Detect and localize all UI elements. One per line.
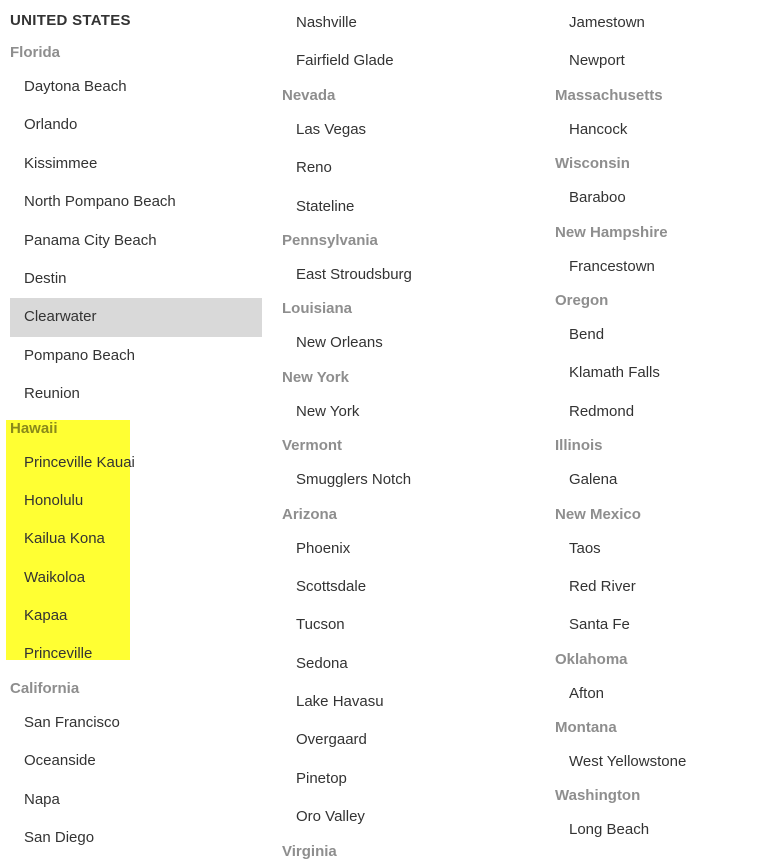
state-heading-new-hampshire: New Hampshire [555,223,668,241]
city-link-pinetop[interactable]: Pinetop [296,769,347,787]
state-group-florida [10,38,262,414]
state-group-continued [282,4,534,81]
city-link-sedona[interactable]: Sedona [296,654,348,672]
city-link-east-stroudsburg[interactable]: East Stroudsburg [296,265,412,283]
state-heading-oklahoma: Oklahoma [555,650,628,668]
column-1 [10,38,262,857]
state-group-oregon [555,286,778,431]
city-link-las-vegas[interactable]: Las Vegas [296,120,367,138]
column-3 [555,4,778,850]
state-heading-vermont: Vermont [282,437,343,455]
city-link-oro-valley[interactable]: Oro Valley [296,808,365,826]
city-link-clearwater[interactable]: Clearwater [10,298,262,336]
state-group-illinois [555,431,778,499]
state-heading-louisiana: Louisiana [282,300,353,318]
city-link-pompano-beach[interactable]: Pompano Beach [24,346,135,364]
state-heading-new-york: New York [282,368,349,386]
country-heading: UNITED STATES [10,12,131,29]
state-heading-montana: Montana [555,719,617,737]
city-link-waikoloa[interactable]: Waikoloa [24,568,86,586]
city-link-jamestown[interactable]: Jamestown [569,14,645,31]
state-heading-massachusetts: Massachusetts [555,86,663,104]
city-link-new-york[interactable]: New York [296,402,360,420]
state-group-new-mexico [555,500,778,645]
city-link-orlando[interactable]: Orlando [24,116,78,134]
city-link-afton[interactable]: Afton [569,684,605,702]
state-heading-oregon: Oregon [555,291,609,309]
state-group-montana [555,713,778,781]
state-heading-wisconsin: Wisconsin [555,155,630,173]
column-2 [282,4,534,867]
city-link-phoenix[interactable]: Phoenix [296,539,351,557]
city-link-hancock[interactable]: Hancock [569,120,628,138]
city-link-long-beach[interactable]: Long Beach [569,821,650,839]
city-link-newport[interactable]: Newport [569,52,625,70]
city-link-fairfield-glade[interactable]: Fairfield Glade [296,52,394,70]
city-link-north-pompano-beach[interactable]: North Pompano Beach [24,193,176,211]
city-link-bend[interactable]: Bend [569,325,605,343]
city-link-daytona-beach[interactable]: Daytona Beach [24,78,127,95]
state-heading-pennsylvania: Pennsylvania [282,231,378,249]
city-link-princeville[interactable]: Princeville [24,645,93,663]
city-link-galena[interactable]: Galena [569,471,618,489]
state-heading-illinois: Illinois [555,437,603,455]
city-link-san-diego[interactable]: San Diego [24,829,95,847]
city-link-taos[interactable]: Taos [569,539,601,557]
city-link-west-yellowstone[interactable]: West Yellowstone [569,753,687,771]
state-group-continued [555,4,778,81]
city-link-santa-fe[interactable]: Santa Fe [569,616,630,634]
city-link-kissimmee[interactable]: Kissimmee [24,154,98,172]
state-group-arizona [282,500,534,837]
state-group-louisiana [282,294,534,362]
state-heading-hawaii: Hawaii [10,419,58,437]
state-heading-arizona: Arizona [282,505,338,523]
city-link-stateline[interactable]: Stateline [296,197,355,215]
city-link-smugglers-notch[interactable]: Smugglers Notch [296,471,412,489]
city-link-napa[interactable]: Napa [24,790,60,808]
city-link-kailua-kona[interactable]: Kailua Kona [24,530,105,548]
state-group-california [10,674,262,858]
state-heading-nevada: Nevada [282,86,336,104]
state-group-oklahoma [555,645,778,713]
city-link-reunion[interactable]: Reunion [24,385,80,403]
state-group-washington [555,781,778,849]
state-group-virginia [282,837,534,867]
city-link-destin[interactable]: Destin [24,269,67,287]
state-group-new-hampshire [555,218,778,286]
state-heading-new-mexico: New Mexico [555,505,641,523]
state-group-pennsylvania [282,226,534,294]
city-link-baraboo[interactable]: Baraboo [569,189,626,207]
state-group-new-york [282,363,534,431]
state-heading-florida: Florida [10,44,61,61]
state-heading-virginia: Virginia [282,842,337,860]
city-link-honolulu[interactable]: Honolulu [24,491,84,509]
city-link-red-river[interactable]: Red River [569,577,636,595]
city-link-san-francisco[interactable]: San Francisco [24,713,120,731]
city-link-oceanside[interactable]: Oceanside [24,752,96,770]
state-group-wisconsin [555,149,778,217]
city-link-panama-city-beach[interactable]: Panama City Beach [24,231,157,249]
city-link-overgaard[interactable]: Overgaard [296,731,367,749]
state-group-nevada [282,81,534,226]
city-link-redmond[interactable]: Redmond [569,402,635,420]
state-group-vermont [282,431,534,499]
city-link-new-orleans[interactable]: New Orleans [296,334,383,352]
state-heading-california: California [10,679,80,697]
state-group-hawaii [10,414,262,674]
state-heading-washington: Washington [555,787,641,805]
city-link-tucson[interactable]: Tucson [296,616,345,634]
city-link-reno[interactable]: Reno [296,159,332,177]
state-group-massachusetts [555,81,778,149]
city-link-francestown[interactable]: Francestown [569,257,655,275]
city-link-klamath-falls[interactable]: Klamath Falls [569,364,660,382]
city-link-princeville-kauai[interactable]: Princeville Kauai [24,453,135,471]
city-link-kapaa[interactable]: Kapaa [24,607,68,625]
city-link-nashville[interactable]: Nashville [296,14,357,31]
city-link-scottsdale[interactable]: Scottsdale [296,577,367,595]
city-link-lake-havasu[interactable]: Lake Havasu [296,693,384,711]
